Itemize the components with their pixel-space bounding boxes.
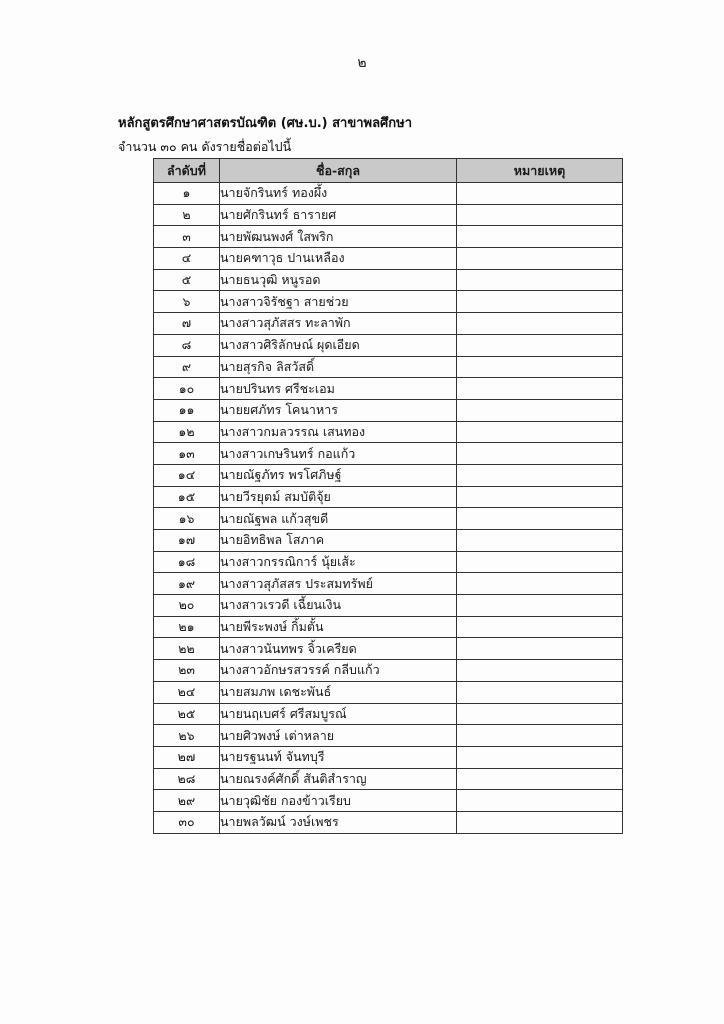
table-row — [154, 725, 623, 747]
row-note-cell — [457, 204, 623, 226]
row-number-cell: ๒๒ — [154, 638, 220, 660]
row-note-cell — [457, 725, 623, 747]
row-number-cell: ๗ — [154, 313, 220, 335]
row-number-cell: ๒๖ — [154, 725, 220, 747]
row-number-cell: ๖ — [154, 291, 220, 313]
row-name-cell: นายณรงค์ศักดิ์ สันติสำราญ — [220, 768, 457, 790]
row-note-cell — [457, 464, 623, 486]
program-heading: หลักสูตรศึกษาศาสตรบัณฑิต (ศษ.บ.) สาขาพลศึกษา — [118, 116, 413, 131]
row-name-cell: นางสาวกรรณิการ์ นุ้ยเส้ะ — [220, 551, 457, 573]
row-note-cell — [457, 681, 623, 703]
table-row — [154, 486, 623, 508]
row-note-cell — [457, 573, 623, 595]
row-name-cell: นายศักรินทร์ ธารายศ — [220, 204, 457, 226]
row-name-cell: นายจักรินทร์ ทองผึ้ง — [220, 183, 457, 205]
row-number-cell: ๑๘ — [154, 551, 220, 573]
row-note-cell — [457, 486, 623, 508]
row-name-cell: นายศิวพงษ์ เต่าหลาย — [220, 725, 457, 747]
row-number-cell: ๘ — [154, 334, 220, 356]
row-number-cell: ๑๔ — [154, 464, 220, 486]
table-row — [154, 399, 623, 421]
row-number-cell: ๑๓ — [154, 443, 220, 465]
row-note-cell — [457, 551, 623, 573]
row-name-cell: นายยศภัทร โคนาหาร — [220, 399, 457, 421]
table-row — [154, 291, 623, 313]
row-name-cell: นายสมภพ เดชะพันธ์ — [220, 681, 457, 703]
row-note-cell — [457, 811, 623, 833]
row-name-cell: นายปรินทร ศรีชะเอม — [220, 378, 457, 400]
row-name-cell: นายพัฒนพงศ์ ใสพริก — [220, 226, 457, 248]
table-row — [154, 269, 623, 291]
row-number-cell: ๒๗ — [154, 746, 220, 768]
table-row — [154, 464, 623, 486]
row-note-cell — [457, 595, 623, 617]
table-header-row — [154, 159, 623, 183]
table-row — [154, 638, 623, 660]
row-name-cell: นางสาวเกษรินทร์ กอแก้ว — [220, 443, 457, 465]
row-name-cell: นายณัฐพล แก้วสุขดี — [220, 508, 457, 530]
table-row — [154, 226, 623, 248]
row-note-cell — [457, 508, 623, 530]
row-name-cell: นายนฤเบศร์ ศรีสมบูรณ์ — [220, 703, 457, 725]
table-row — [154, 573, 623, 595]
table-row — [154, 378, 623, 400]
table-row — [154, 356, 623, 378]
row-note-cell — [457, 356, 623, 378]
student-roster-table — [153, 158, 623, 834]
row-name-cell: นายอิทธิพล โสภาค — [220, 530, 457, 552]
row-number-cell: ๑๐ — [154, 378, 220, 400]
row-number-cell: ๒๕ — [154, 703, 220, 725]
row-note-cell — [457, 399, 623, 421]
row-note-cell — [457, 616, 623, 638]
row-note-cell — [457, 226, 623, 248]
row-number-cell: ๑๙ — [154, 573, 220, 595]
column-header-number: ลำดับที่ — [154, 159, 220, 183]
row-number-cell: ๙ — [154, 356, 220, 378]
row-name-cell: นางสาวสุภัสสร ทะลาพัก — [220, 313, 457, 335]
table-row — [154, 790, 623, 812]
row-number-cell: ๑ — [154, 183, 220, 205]
row-note-cell — [457, 746, 623, 768]
column-header-note: หมายเหตุ — [457, 159, 623, 183]
row-number-cell: ๔ — [154, 248, 220, 270]
table-row — [154, 768, 623, 790]
row-number-cell: ๒๔ — [154, 681, 220, 703]
row-note-cell — [457, 790, 623, 812]
row-name-cell: นายพลวัฒน์ วงษ์เพชร — [220, 811, 457, 833]
row-number-cell: ๕ — [154, 269, 220, 291]
table-row — [154, 746, 623, 768]
row-number-cell: ๒๘ — [154, 768, 220, 790]
row-name-cell: นางสาวนันทพร จิ้วเครียด — [220, 638, 457, 660]
row-number-cell: ๑๑ — [154, 399, 220, 421]
row-number-cell: ๓๐ — [154, 811, 220, 833]
row-note-cell — [457, 183, 623, 205]
row-note-cell — [457, 530, 623, 552]
row-number-cell: ๑๗ — [154, 530, 220, 552]
table-row — [154, 313, 623, 335]
row-name-cell: นายวีรยุตม์ สมบัติจุ้ย — [220, 486, 457, 508]
table-row — [154, 443, 623, 465]
table-row — [154, 530, 623, 552]
row-name-cell: นางสาวจิรัชฐา สายช่วย — [220, 291, 457, 313]
row-name-cell: นางสาวเรวดี เฉี้ยนเงิน — [220, 595, 457, 617]
table-row — [154, 811, 623, 833]
row-name-cell: นางสาวกมลวรรณ เสนทอง — [220, 421, 457, 443]
row-number-cell: ๑๕ — [154, 486, 220, 508]
table-row — [154, 334, 623, 356]
table-row — [154, 508, 623, 530]
table-row — [154, 616, 623, 638]
row-note-cell — [457, 291, 623, 313]
table-row — [154, 703, 623, 725]
row-name-cell: นายธนวุฒิ หนูรอด — [220, 269, 457, 291]
row-number-cell: ๑๒ — [154, 421, 220, 443]
table-row — [154, 681, 623, 703]
row-note-cell — [457, 660, 623, 682]
row-note-cell — [457, 443, 623, 465]
row-number-cell: ๒๙ — [154, 790, 220, 812]
row-name-cell: นางสาวศิริลักษณ์ ผุดเอียด — [220, 334, 457, 356]
row-name-cell: นายพีระพงษ์ กิ้มตั้น — [220, 616, 457, 638]
row-number-cell: ๒ — [154, 204, 220, 226]
row-name-cell: นางสาวสุภัสสร ประสมทรัพย์ — [220, 573, 457, 595]
row-note-cell — [457, 703, 623, 725]
table-row — [154, 551, 623, 573]
row-note-cell — [457, 269, 623, 291]
column-header-name: ชื่อ-สกุล — [220, 159, 457, 183]
row-name-cell: นายณัฐภัทร พรโศภิษฐ์ — [220, 464, 457, 486]
row-name-cell: นายรฐนนท์ จันทบุรี — [220, 746, 457, 768]
table-row — [154, 248, 623, 270]
table-row — [154, 183, 623, 205]
row-note-cell — [457, 421, 623, 443]
row-note-cell — [457, 378, 623, 400]
table-row — [154, 595, 623, 617]
row-name-cell: นางสาวอักษรสวรรค์ กลีบแก้ว — [220, 660, 457, 682]
table-body — [154, 183, 623, 834]
row-note-cell — [457, 248, 623, 270]
row-note-cell — [457, 334, 623, 356]
table-row — [154, 204, 623, 226]
row-note-cell — [457, 638, 623, 660]
row-note-cell — [457, 768, 623, 790]
row-number-cell: ๒๓ — [154, 660, 220, 682]
row-number-cell: ๓ — [154, 226, 220, 248]
row-number-cell: ๑๖ — [154, 508, 220, 530]
row-note-cell — [457, 313, 623, 335]
table-row — [154, 660, 623, 682]
row-name-cell: นายวุฒิชัย กองข้าวเรียบ — [220, 790, 457, 812]
row-name-cell: นายคฑาวุธ ปานเหลือง — [220, 248, 457, 270]
row-number-cell: ๒๐ — [154, 595, 220, 617]
page-number: ๒ — [357, 55, 367, 71]
count-subheading: จำนวน ๓๐ คน ดังรายชื่อต่อไปนี้ — [118, 139, 292, 154]
table-row — [154, 421, 623, 443]
row-number-cell: ๒๑ — [154, 616, 220, 638]
row-name-cell: นายสุรกิจ ลิสวัสดิ์ — [220, 356, 457, 378]
